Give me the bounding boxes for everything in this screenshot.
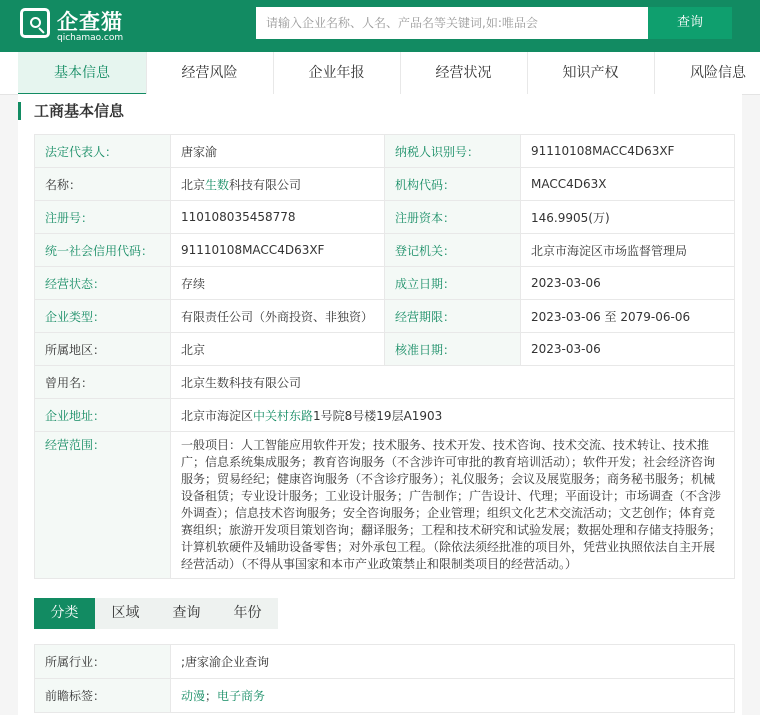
credit-code-label: 统一社会信用代码： (35, 234, 171, 267)
category-table (34, 644, 735, 713)
search-button[interactable]: 查询 (648, 7, 732, 39)
tag-link[interactable]: 动漫 (181, 689, 206, 703)
legal-rep-link[interactable]: 唐家渝 (171, 135, 385, 168)
industry-link[interactable]: ;唐家渝企业查询 (171, 645, 735, 679)
former-name-value: 北京生数科技有限公司 (171, 366, 735, 399)
term-value: 2023-03-06 至 2079-06-06 (521, 300, 735, 333)
approve-date-label: 核准日期： (385, 333, 521, 366)
est-date-value: 2023-03-06 (521, 267, 735, 300)
credit-code-value: 91110108MACC4D63XF (171, 234, 385, 267)
reg-no-label: 注册号： (35, 201, 171, 234)
region-label: 所属地区： (35, 333, 171, 366)
scope-value: 一般项目：人工智能应用软件开发；技术服务、技术开发、技术咨询、技术交流、技术转让、技术推广；信息系统集成服务；教育咨询服务（不含涉许可审批的教育培训活动）；软件开发；社会经济咨询服务；贸易经纪；健康咨询服务（不含诊疗服务）；礼仪服务；会议及展览服务；商务秘书服务；机械设备租赁；专业设计服务；工业设计服务；广告制作；广告设计、代理；平面设计；市场调查（不含涉外调查）；信息技术咨询服务；安全咨询服务；企业管理；组织文化艺术交流活动；文艺创作；体育竞赛组织；旅游开发项目策划咨询；翻译服务；工程和技术研究和试验发展；数据处理和存储支持服务；计算机软硬件及辅助设备零售；对外承包工程。（除依法须经批准的项目外，凭营业执照依法自主开展经营活动）（不得从事国家和本市产业政策禁止和限制类项目的经营活动。） (171, 432, 735, 579)
tax-id-label: 纳税人识别号： (385, 135, 521, 168)
table-row (35, 168, 735, 201)
tab-risk-info[interactable]: 风险信息 (690, 65, 746, 81)
tags-value: 动漫；电子商务 (171, 679, 735, 713)
authority-label: 登记机关： (385, 234, 521, 267)
approve-date-value: 2023-03-06 (521, 333, 735, 366)
authority-value: 北京市海淀区市场监督管理局 (521, 234, 735, 267)
name-label: 名称： (35, 168, 171, 201)
search-input[interactable] (256, 7, 648, 39)
former-name-label: 曾用名： (35, 366, 171, 399)
org-code-label: 机构代码： (385, 168, 521, 201)
tags-label: 前瞻标签： (35, 679, 171, 713)
table-row (35, 300, 735, 333)
site-logo[interactable] (20, 6, 130, 46)
subtab-region[interactable]: 区域 (111, 605, 140, 621)
tab-business-status[interactable]: 经营状况 (435, 65, 492, 81)
category-subtabs (34, 598, 278, 629)
legal-rep-label: 法定代表人： (35, 135, 171, 168)
table-row (35, 399, 735, 432)
company-name-value: 北京生数科技有限公司 (171, 168, 385, 201)
table-row (35, 366, 735, 399)
table-row (35, 135, 735, 168)
table-row (35, 432, 735, 579)
table-row (35, 267, 735, 300)
title-accent (18, 102, 21, 120)
est-date-label: 成立日期： (385, 267, 521, 300)
industry-label: 所属行业： (35, 645, 171, 679)
tab-ip[interactable]: 知识产权 (562, 65, 619, 81)
subtab-year[interactable]: 年份 (233, 605, 262, 621)
subtab-query[interactable]: 查询 (172, 605, 201, 621)
reg-no-value: 110108035458778 (171, 201, 385, 234)
business-info-table (34, 134, 735, 579)
logo-domain: qichamao.com (57, 33, 124, 43)
org-code-value: MACC4D63X (521, 168, 735, 201)
company-type-label: 企业类型： (35, 300, 171, 333)
reg-capital-value: 146.9905(万) (521, 201, 735, 234)
table-row (35, 645, 735, 679)
table-row (35, 679, 735, 713)
company-type-value: 有限责任公司（外商投资、非独资） (171, 300, 385, 333)
status-label: 经营状态： (35, 267, 171, 300)
info-card (18, 94, 742, 715)
term-label: 经营期限： (385, 300, 521, 333)
tab-annual-report[interactable]: 企业年报 (308, 65, 365, 81)
status-value: 存续 (171, 267, 385, 300)
address-highlight: 中关村东路 (253, 408, 314, 423)
main-tabs (0, 52, 760, 95)
region-link[interactable]: 北京 (171, 333, 385, 366)
scope-label: 经营范围： (35, 432, 171, 579)
address-label: 企业地址： (35, 399, 171, 432)
reg-capital-label: 注册资本： (385, 201, 521, 234)
subtab-category[interactable]: 分类 (34, 598, 95, 629)
section-title: 工商基本信息 (34, 102, 125, 120)
tax-id-value: 91110108MACC4D63XF (521, 135, 735, 168)
name-highlight: 生数 (205, 177, 230, 192)
tab-basic-info[interactable]: 基本信息 (18, 52, 146, 94)
address-value: 北京市海淀区中关村东路1号院8号楼19层A1903 (171, 399, 735, 432)
logo-text: 企查猫 (57, 10, 123, 34)
tab-business-risk[interactable]: 经营风险 (181, 65, 238, 81)
header-bar (0, 0, 760, 52)
tag-link[interactable]: 电子商务 (217, 689, 266, 703)
table-row (35, 234, 735, 267)
table-row (35, 201, 735, 234)
table-row (35, 333, 735, 366)
magnifier-logo-icon (20, 8, 50, 38)
